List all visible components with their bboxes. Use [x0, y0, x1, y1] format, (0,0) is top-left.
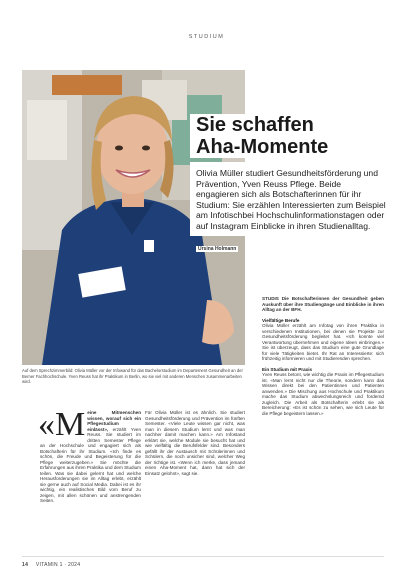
headline-line-2: Aha-Momente [196, 136, 329, 158]
page-footer [22, 562, 80, 568]
headline [190, 114, 356, 158]
column-3-intro: STUDIS Die Botschafterinnen der Gesundheit geben Auskunft über ihre Studiengänge und Einblicke in ihren Alltag an der BFH. [262, 296, 384, 312]
lead-paragraph: Olivia Müller studiert Gesundheitsförderung und Prävention, Yven Reuss Pflege. Beide engagieren sich als Botschafterinnen für ihr Studium: Sie erzählen Interessierten zum Beispiel am Infotischbei Hochschulinformationstagen oder auf Instagram Einblicke in ihren Studienalltag. [190, 162, 392, 236]
headline-line-1: Sie schaffen [196, 114, 314, 136]
column-2-body: Für Olivia Müller ist es ähnlich. Sie studiert Gesundheitsförderung und Prävention im fünften Semester. «Viele Leute wissen gar nicht, was man in diesem Studium lernt und was man nachher damit machen kann.» Am Infostand erklärt sie, welche Module sie besucht hat und wie vielfältig die Berufsfelder sind. Besonders gefällt ihr der Austausch mit Schülerinnen und Schülern, die noch unsicher sind, welcher Weg der richtige ist. «Wenn ich merke, dass jemand einen Aha-Moment hat, dann hat sich der Einsatz gelohnt», sagt sie. [145, 410, 245, 476]
article-column-3 [262, 296, 384, 416]
column-3-body-2: Yven Reuss betont, wie wichtig die Praxis im Pflegestudium ist. «Man lernt nicht nur die Theorie, sondern kann das Wissen direkt bei den Patientinnen und Patienten anwenden.» Die Mischung aus Hochschule und Praktikum mache das Studium abwechslungsreich und fordernd zugleich. Die Arbeit als Botschafterin erlebt sie als Bereicherung: «Es ist schön zu sehen, wie sich Leute für die Pflege begeistern lassen.» [262, 372, 384, 416]
footer-divider [22, 556, 384, 557]
article-column-2 [145, 410, 245, 476]
subhead-studium-praxis: Ein Studium mit Praxis [262, 366, 313, 372]
column-1-intro: eine Mitmenschen wissen, worauf sich ein Pflegestudium einlässt», [87, 410, 141, 432]
photo-caption: Auf dem Sprechzimmerbild: Olivia Müller vor der Infowand für das Bachelorstudium im Departement Gesundheit an der Berner Fachhochschule. Yven Reuss hat ihr Praktikum in Berlin, wo sie viel mit anderen Menschen zusammenarbeiten wird. [22, 368, 243, 385]
magazine-name: VITAMIN 1 · 2024 [35, 562, 81, 568]
drop-cap: «M [38, 406, 86, 443]
subhead-vielfaeltige-berufe: Vielfältige Berufe [262, 317, 300, 323]
section-label: STUDIUM [188, 34, 225, 40]
author-name: Ursina Holmann [198, 246, 237, 252]
page-number: 14 [22, 562, 29, 568]
column-1-body: erzählt Yven Reuss. Sie studiert im dritten Semester Pflege an der Hochschule und engagiert sich als Botschafterin für ihr Studium. «Ich finde es schön, die Freude und Begeisterung für die Pflege weiterzugeben.» Sie möchte die Erfahrungen aus ihren Praktika und dem Studium teilen. Was sie dabei gelernt hat und welche Herausforderungen sie im Alltag erlebt, erzählt sie gerne auch auf Social Media. Dabei ist es ihr wichtig, ein realistisches Bild vom Beruf zu zeigen, mit allen schönen und anstrengenden Seiten. [40, 426, 142, 503]
column-3-body-1: Olivia Müller erzählt am Infotag von ihren Praktika in verschiedenen Institutionen, bei denen sie Projekte zur Gesundheitsförderung begleitet hat. «Ich konnte viel Verantwortung übernehmen und eigene Ideen einbringen.» Sie ist überzeugt, dass das Studium eine gute Grundlage für viele Tätigkeiten bietet. Ihr Rat an Interessierte: sich frühzeitig informieren und mit Studierenden sprechen. [262, 323, 384, 361]
article-column-1 [38, 406, 142, 504]
